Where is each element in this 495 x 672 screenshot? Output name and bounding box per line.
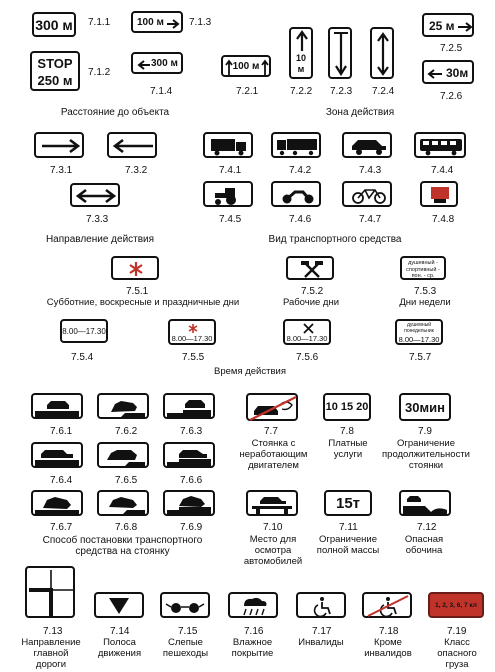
label-7-5-3: 7.5.3 — [414, 286, 437, 297]
label-7-5-6: 7.5.6 — [296, 352, 319, 363]
wet-surface-icon — [230, 594, 280, 620]
motorcycle-icon — [273, 183, 323, 209]
caption-7-8: Платные услуги — [328, 438, 368, 460]
sign-7-6-9 — [163, 490, 215, 516]
sign-7-2-2-line1: 10 — [295, 53, 306, 63]
right-arrow-icon — [424, 15, 476, 39]
label-7-5-7: 7.5.7 — [409, 352, 432, 363]
parking-on-road-icon — [33, 444, 85, 470]
caption-7-16: Влажное покрытие — [231, 637, 274, 659]
caption-time: Время действия — [214, 366, 286, 377]
label-7-16: 7.16 — [244, 626, 264, 637]
label-7-2-5: 7.2.5 — [440, 43, 463, 54]
label-7-2-4: 7.2.4 — [372, 86, 395, 97]
sign-7-4-2 — [271, 132, 321, 158]
sign-7-2-1-text: 100 м — [232, 61, 260, 72]
label-7-3-1: 7.3.1 — [50, 165, 73, 176]
label-7-1-2: 7.1.2 — [88, 67, 111, 78]
label-7-4-5: 7.4.5 — [219, 214, 242, 225]
parking-angled-sidewalk-icon — [165, 492, 217, 518]
sign-7-5-7-text: душевный понедельник — [404, 322, 434, 334]
sign-7-9 — [399, 393, 451, 421]
tractor-icon — [205, 183, 255, 209]
parking-sidewalk-icon — [165, 444, 217, 470]
sign-7-6-2 — [97, 393, 149, 419]
label-7-4-7: 7.4.7 — [359, 214, 382, 225]
label-7-2-1: 7.2.1 — [236, 86, 259, 97]
sign-7-3-1 — [34, 132, 84, 158]
wheelchair-icon — [298, 594, 348, 620]
label-7-19: 7.19 — [447, 626, 467, 637]
label-7-13: 7.13 — [43, 626, 63, 637]
label-7-5-4: 7.5.4 — [71, 352, 94, 363]
sign-7-2-3 — [328, 27, 352, 79]
sign-7-6-7 — [31, 490, 83, 516]
label-7-5-1: 7.5.1 — [126, 286, 149, 297]
sign-7-5-3 — [400, 256, 446, 280]
caption-7-10: Место для осмотра автомобилей — [243, 534, 303, 567]
sign-7-5-3-text: душевный - спортивный - пон. - ср. — [406, 260, 440, 279]
sign-7-1-3-text: 100 м — [137, 17, 164, 28]
label-7-12: 7.12 — [417, 522, 437, 533]
left-arrow-icon — [109, 134, 159, 160]
sign-7-1-3 — [131, 11, 183, 33]
label-7-1-4: 7.1.4 — [150, 86, 173, 97]
sign-7-4-4 — [414, 132, 466, 158]
sign-7-12 — [399, 490, 451, 516]
sign-7-1-2-line1: STOP — [37, 56, 73, 71]
sign-7-1-2-line2: 250 м — [37, 73, 73, 88]
asterisk-icon — [113, 258, 161, 282]
double-arrow-icon — [72, 185, 122, 209]
sign-7-14 — [94, 592, 144, 618]
label-7-6-1: 7.6.1 — [50, 426, 73, 437]
truck-icon — [205, 134, 255, 160]
sign-7-15 — [160, 592, 210, 618]
parking-angled-icon — [99, 492, 151, 518]
caption-7-14: Полоса движения — [97, 637, 142, 659]
sign-7-6-1 — [31, 393, 83, 419]
label-7-5-2: 7.5.2 — [301, 286, 324, 297]
caption-zone: Зона действия — [325, 107, 395, 118]
sign-7-1-4 — [131, 52, 183, 74]
label-7-11: 7.11 — [339, 522, 358, 533]
dangerous-goods-truck-icon — [422, 183, 460, 209]
down-arrow-icon — [330, 29, 354, 81]
sign-7-5-5 — [168, 319, 216, 345]
label-7-4-3: 7.4.3 — [359, 165, 382, 176]
sign-7-4-1 — [203, 132, 253, 158]
blind-glasses-icon — [162, 594, 212, 620]
label-7-4-8: 7.4.8 — [432, 214, 455, 225]
sign-7-19-text: 1, 2, 3, 6, 7 кл — [435, 602, 477, 609]
sign-7-4-3 — [342, 132, 392, 158]
sign-7-13 — [25, 566, 75, 618]
label-7-6-4: 7.6.4 — [50, 475, 73, 486]
up-down-arrow-icon — [372, 29, 396, 81]
sign-7-3-2 — [107, 132, 157, 158]
sign-7-3-3 — [70, 183, 120, 207]
bus-icon — [416, 134, 468, 160]
sign-7-2-4 — [370, 27, 394, 79]
lane-arrow-icon — [96, 594, 146, 620]
label-7-1-3: 7.1.3 — [189, 17, 212, 28]
sign-7-2-6-text: 30м — [446, 66, 469, 80]
dangerous-shoulder-icon — [401, 492, 453, 518]
label-7-6-3: 7.6.3 — [180, 426, 203, 437]
sign-7-2-5-text: 25 м — [429, 19, 455, 33]
label-7-4-4: 7.4.4 — [431, 165, 454, 176]
sign-7-16 — [228, 592, 278, 618]
label-7-6-5: 7.6.5 — [115, 475, 138, 486]
car-icon — [344, 134, 394, 160]
sign-7-1-1 — [32, 12, 76, 37]
label-7-1-1: 7.1.1 — [88, 17, 111, 28]
label-7-7: 7.7 — [264, 426, 278, 437]
sign-7-1-1-text: 300 м — [35, 17, 73, 33]
label-7-3-2: 7.3.2 — [125, 165, 148, 176]
sign-7-5-7-time: 8.00—17.30 — [398, 335, 440, 344]
sign-7-4-5 — [203, 181, 253, 207]
caption-7-12: Опасная обочина — [404, 534, 444, 556]
right-arrow-icon — [133, 13, 185, 35]
sign-7-6-5 — [97, 442, 149, 468]
caption-7-7: Стоянка с неработающим двигателем — [239, 438, 308, 471]
main-road-direction-icon — [27, 568, 77, 620]
sign-7-5-4 — [60, 319, 108, 343]
label-7-15: 7.15 — [178, 626, 198, 637]
sign-7-9-text: 30мин — [405, 400, 445, 415]
caption-weekdays: Дни недели — [399, 297, 451, 308]
label-7-2-2: 7.2.2 — [290, 86, 313, 97]
sign-7-2-1 — [221, 55, 271, 77]
label-7-5-5: 7.5.5 — [182, 352, 205, 363]
sign-7-10 — [246, 490, 298, 516]
caption-distance: Расстояние до объекта — [60, 107, 170, 118]
caption-parking-method: Способ постановки транспортного средства на стоянку — [42, 535, 203, 557]
bicycle-icon — [344, 183, 394, 209]
sign-7-2-2 — [289, 27, 313, 79]
parking-sidewalk-icon — [165, 395, 217, 421]
caption-7-19: Класс опасного груза — [437, 637, 477, 670]
sign-7-6-6 — [163, 442, 215, 468]
caption-7-13: Направление главной дороги — [21, 637, 81, 670]
hammers-icon — [288, 258, 336, 282]
label-7-17: 7.17 — [312, 626, 332, 637]
except-disabled-icon — [364, 594, 414, 620]
label-7-10: 7.10 — [263, 522, 283, 533]
sign-7-2-6 — [422, 60, 474, 84]
caption-workdays: Рабочие дни — [282, 297, 340, 308]
engine-off-icon — [248, 395, 300, 423]
sign-7-5-5-time: 8.00—17.30 — [171, 334, 213, 343]
sign-7-5-6-time: 8.00—17.30 — [286, 334, 328, 343]
parking-on-road-icon — [33, 395, 85, 421]
sign-7-1-2 — [30, 51, 80, 91]
right-arrow-icon — [36, 134, 86, 160]
truck-trailer-icon — [273, 134, 323, 160]
label-7-6-7: 7.6.7 — [50, 522, 73, 533]
sign-7-6-3 — [163, 393, 215, 419]
sign-7-2-2-line2: м — [297, 64, 305, 74]
label-7-6-2: 7.6.2 — [115, 426, 138, 437]
sign-7-19 — [428, 592, 484, 618]
parking-angled-icon — [33, 492, 85, 518]
caption-vehicle: Вид транспортного средства — [268, 234, 402, 245]
caption-7-18: Кроме инвалидов — [364, 637, 412, 659]
sign-7-11-text: 15т — [335, 495, 361, 512]
sign-7-8 — [323, 393, 371, 421]
caption-7-11: Ограничение полной массы — [316, 534, 380, 556]
parking-tilted-icon — [99, 444, 151, 470]
label-7-6-8: 7.6.8 — [115, 522, 138, 533]
sign-7-5-7 — [395, 319, 443, 345]
label-7-4-6: 7.4.6 — [289, 214, 312, 225]
label-7-2-6: 7.2.6 — [440, 91, 463, 102]
sign-7-1-4-text: 300 м — [151, 58, 178, 69]
label-7-9: 7.9 — [418, 426, 432, 437]
sign-7-5-6 — [283, 319, 331, 345]
caption-holidays: Субботние, воскресные и праздничные дни — [46, 297, 240, 308]
label-7-14: 7.14 — [110, 626, 130, 637]
sign-7-6-4 — [31, 442, 83, 468]
sign-7-18 — [362, 592, 412, 618]
sign-7-11 — [324, 490, 372, 516]
sign-7-4-6 — [271, 181, 321, 207]
sign-7-17 — [296, 592, 346, 618]
caption-direction: Направление действия — [45, 234, 155, 245]
sign-7-5-1 — [111, 256, 159, 280]
caption-7-15: Слепые пешеходы — [162, 637, 209, 659]
sign-7-5-4-time: 8.00—17.30 — [62, 327, 106, 336]
caption-7-9: Ограничение продолжительности стоянки — [382, 438, 470, 471]
label-7-6-6: 7.6.6 — [180, 475, 203, 486]
sign-7-4-8 — [420, 181, 458, 207]
sign-7-5-2 — [286, 256, 334, 280]
label-7-4-2: 7.4.2 — [289, 165, 312, 176]
label-7-2-3: 7.2.3 — [330, 86, 353, 97]
caption-7-17: Инвалиды — [298, 637, 344, 648]
label-7-3-3: 7.3.3 — [86, 214, 109, 225]
sign-7-6-8 — [97, 490, 149, 516]
sign-7-8-text: 10 15 20 — [325, 401, 369, 413]
sign-7-2-5 — [422, 13, 474, 37]
inspection-ramp-icon — [248, 492, 300, 518]
label-7-6-9: 7.6.9 — [180, 522, 203, 533]
parking-tilted-icon — [99, 395, 151, 421]
label-7-18: 7.18 — [379, 626, 399, 637]
sign-7-7 — [246, 393, 298, 421]
sign-7-4-7 — [342, 181, 392, 207]
label-7-4-1: 7.4.1 — [219, 165, 242, 176]
label-7-8: 7.8 — [340, 426, 354, 437]
